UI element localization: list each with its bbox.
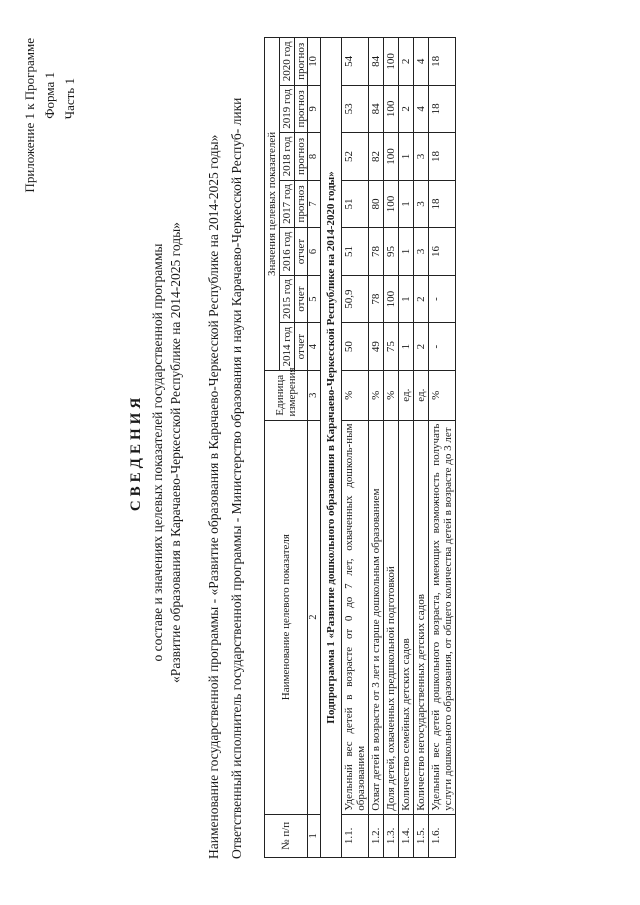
col-header-values-group: Значения целевых показателей — [265, 38, 280, 371]
indicator-name: Удельный вес детей дошкольного возраста, имеющих возможность получать услуги дошкольного образования, от общего количества детей в возрасте до 3 лет — [429, 420, 456, 814]
header-row-column-numbers — [308, 38, 321, 858]
value-cell: 51 — [342, 228, 369, 276]
value-cell: 53 — [342, 85, 369, 133]
year-label: 2019 год — [280, 86, 295, 133]
col-header-name: Наименование целевого показателя — [265, 420, 308, 814]
year-header — [280, 275, 308, 323]
indicator-name: Количество негосударственных детских садов — [414, 420, 429, 814]
value-cell: 52 — [342, 133, 369, 181]
column-number: 4 — [308, 323, 321, 371]
table-row — [399, 38, 414, 858]
header-row-1 — [265, 38, 280, 858]
year-type-label: отчет — [295, 238, 307, 265]
column-number: 8 — [308, 133, 321, 181]
row-number: 1.1. — [342, 814, 369, 857]
title-line-1: о составе и значениях целевых показателей государственной программы — [150, 243, 165, 662]
table-row — [384, 38, 399, 858]
value-cell: 50 — [342, 323, 369, 371]
year-type-label: прогноз — [295, 90, 307, 128]
indicator-name: Количество семейных детских садов — [399, 420, 414, 814]
year-label: 2018 год — [280, 133, 295, 180]
value-cell: 78 — [369, 228, 384, 276]
unit-cell: % — [429, 370, 456, 420]
table-row — [429, 38, 456, 858]
value-cell: 2 — [414, 275, 429, 323]
column-number: 1 — [308, 814, 321, 857]
subprogram-row — [321, 38, 342, 858]
year-label: 2016 год — [280, 228, 295, 275]
column-number: 6 — [308, 228, 321, 276]
row-number: 1.5. — [414, 814, 429, 857]
value-cell: 1 — [399, 228, 414, 276]
value-cell: 100 — [384, 38, 399, 86]
row-number: 1.6. — [429, 814, 456, 857]
unit-cell: % — [342, 370, 369, 420]
indicator-name: Удельный вес детей в возрасте от 0 до 7 лет, охваченных дошколь-ным образованием — [342, 420, 369, 814]
value-cell: 18 — [429, 38, 456, 86]
column-number: 7 — [308, 180, 321, 228]
column-number: 3 — [308, 370, 321, 420]
value-cell: 1 — [399, 133, 414, 181]
value-cell: 18 — [429, 180, 456, 228]
value-cell: 54 — [342, 38, 369, 86]
row-number: 1.4. — [399, 814, 414, 857]
program-name: Наименование государственной программы - «Развитие образования в Карачаево-Черкесской Республике на 2014-2025 годы» — [206, 134, 221, 859]
value-cell: 2 — [414, 323, 429, 371]
value-cell: - — [429, 275, 456, 323]
value-cell: 82 — [369, 133, 384, 181]
indicators-table — [264, 37, 456, 858]
value-cell: 4 — [414, 85, 429, 133]
value-cell: 49 — [369, 323, 384, 371]
year-label: 2014 год — [280, 323, 295, 370]
year-type-label: прогноз — [295, 137, 307, 175]
unit-cell: ед. — [399, 370, 414, 420]
value-cell: 100 — [384, 133, 399, 181]
document-heading: СВЕДЕНИЯ — [128, 393, 144, 512]
value-cell: 2 — [399, 38, 414, 86]
row-number: 1.3. — [384, 814, 399, 857]
value-cell: 78 — [369, 275, 384, 323]
year-header — [280, 38, 308, 86]
value-cell: 4 — [414, 38, 429, 86]
value-cell: - — [429, 323, 456, 371]
appendix-part: Часть 1 — [62, 78, 77, 120]
subprogram-title: Подпрограмма 1 «Развитие дошкольного образования в Карачаево-Черкесской Республике на 2014-2020 годы» — [321, 38, 342, 858]
value-cell: 18 — [429, 133, 456, 181]
year-type-label: прогноз — [295, 185, 307, 223]
column-number: 2 — [308, 420, 321, 814]
title-line-2: «Развитие образования в Карачаево-Черкесской Республике на 2014-2025 годы» — [168, 222, 183, 683]
year-label: 2015 год — [280, 276, 295, 323]
value-cell: 84 — [369, 85, 384, 133]
value-cell: 75 — [384, 323, 399, 371]
col-header-num: № п/п — [265, 814, 308, 857]
column-number: 9 — [308, 85, 321, 133]
col-header-unit: Единица измерения — [265, 370, 308, 420]
row-number: 1.2. — [369, 814, 384, 857]
value-cell: 50,9 — [342, 275, 369, 323]
appendix-form: Форма 1 — [42, 72, 57, 119]
value-cell: 80 — [369, 180, 384, 228]
year-header — [280, 228, 308, 276]
year-header — [280, 323, 308, 371]
value-cell: 16 — [429, 228, 456, 276]
year-label: 2020 год — [280, 38, 295, 85]
value-cell: 3 — [414, 133, 429, 181]
year-header — [280, 180, 308, 228]
value-cell: 2 — [399, 85, 414, 133]
year-header — [280, 133, 308, 181]
value-cell: 1 — [399, 180, 414, 228]
indicator-name: Доля детей, охваченных предшкольной подготовкой — [384, 420, 399, 814]
value-cell: 3 — [414, 180, 429, 228]
value-cell: 18 — [429, 85, 456, 133]
year-type-label: прогноз — [295, 42, 307, 80]
column-number: 10 — [308, 38, 321, 86]
year-header — [280, 85, 308, 133]
year-label: 2017 год — [280, 181, 295, 228]
unit-cell: % — [369, 370, 384, 420]
indicator-name: Охват детей в возрасте от 3 лет и старше дошкольным образованием — [369, 420, 384, 814]
value-cell: 1 — [399, 275, 414, 323]
table-row — [414, 38, 429, 858]
responsible-executor: Ответственный исполнитель государственной программы - Министерство образования и науки Карачаево-Черкесской Респуб- лики — [229, 97, 244, 859]
table-row — [342, 38, 369, 858]
value-cell: 84 — [369, 38, 384, 86]
value-cell: 100 — [384, 180, 399, 228]
value-cell: 100 — [384, 275, 399, 323]
year-type-label: отчет — [295, 286, 307, 312]
year-type-label: отчет — [295, 333, 307, 360]
value-cell: 51 — [342, 180, 369, 228]
appendix-line-1: Приложение 1 к Программе — [22, 38, 37, 193]
value-cell: 100 — [384, 85, 399, 133]
value-cell: 3 — [414, 228, 429, 276]
column-number: 5 — [308, 275, 321, 323]
table-row — [369, 38, 384, 858]
unit-cell: % — [384, 370, 399, 420]
value-cell: 1 — [399, 323, 414, 371]
value-cell: 95 — [384, 228, 399, 276]
unit-cell: ед. — [414, 370, 429, 420]
